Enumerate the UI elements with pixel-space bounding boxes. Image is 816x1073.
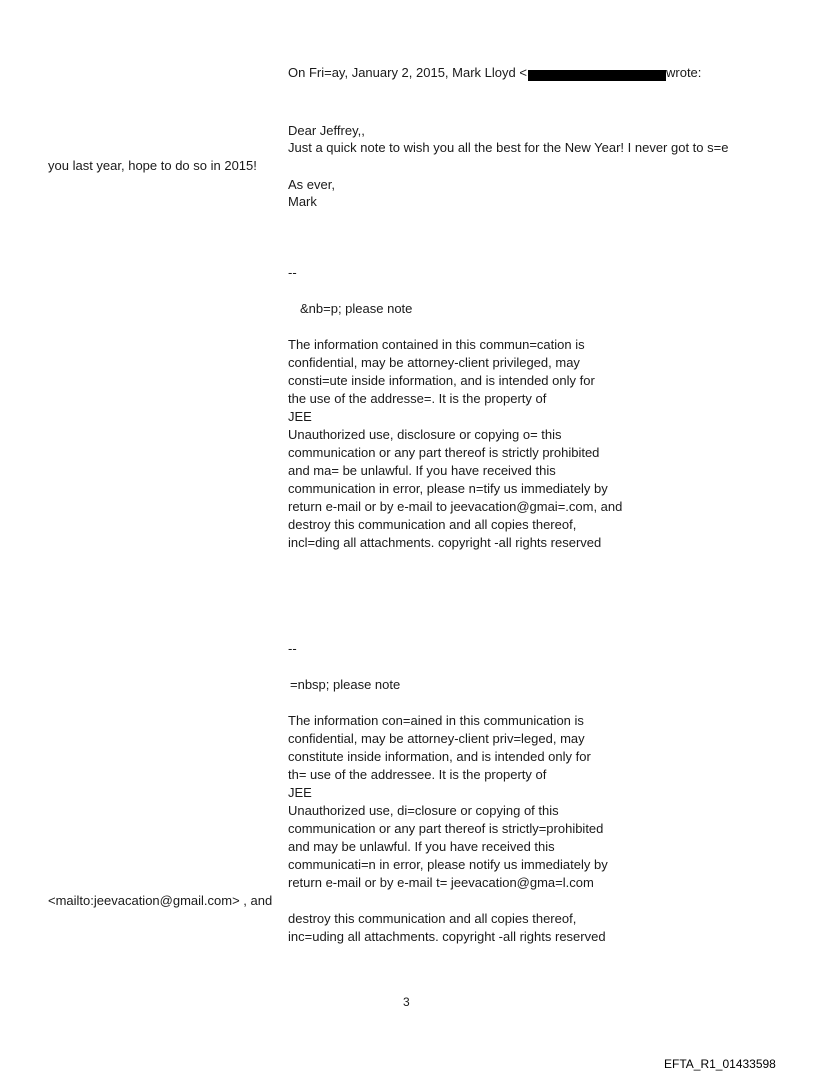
disclaimer-2-line: th= use of the addressee. It is the property of	[288, 767, 547, 782]
please-note-2: =nbsp; please note	[290, 677, 401, 692]
mailto-line: <mailto:jeevacation@gmail.com> , and	[48, 893, 273, 908]
email-header-line	[288, 64, 527, 82]
disclaimer-1-line: communication in error, please n=tify us immediately by	[288, 481, 608, 496]
email-closing-2: Mark	[288, 194, 317, 209]
page-number: 3	[403, 995, 410, 1009]
disclaimer-1-line: Unauthorized use, disclosure or copying o= this	[288, 427, 562, 442]
signature-separator-2: --	[288, 641, 297, 656]
disclaimer-1-line: the use of the addresse=. It is the property of	[288, 391, 547, 406]
disclaimer-2-line: Unauthorized use, di=closure or copying of this	[288, 803, 559, 818]
email-closing-1: As ever,	[288, 177, 335, 192]
disclaimer-1-line: JEE	[288, 409, 312, 424]
disclaimer-2-line: The information con=ained in this communication is	[288, 713, 584, 728]
disclaimer-2-line: return e-mail or by e-mail t= jeevacation@gma=l.com	[288, 875, 594, 890]
disclaimer-2-line: communication or any part thereof is strictly=prohibited	[288, 821, 604, 836]
email-header-end: wrote:	[666, 65, 702, 80]
disclaimer-2-line: constitute inside information, and is intended only for	[288, 749, 591, 764]
disclaimer-2-line: communicati=n in error, please notify us immediately by	[288, 857, 608, 872]
disclaimer-1-line: The information contained in this commun=cation is	[288, 337, 585, 352]
disclaimer-2-line: JEE	[288, 785, 312, 800]
redaction-bar	[528, 70, 666, 81]
document-id: EFTA_R1_01433598	[664, 1057, 776, 1071]
disclaimer-1-line: incl=ding all attachments. copyright -all rights reserved	[288, 535, 602, 550]
email-body-line-1: Just a quick note to wish you all the best for the New Year! I never got to s=e	[288, 140, 729, 155]
disclaimer-1-line: and ma= be unlawful. If you have received this	[288, 463, 556, 478]
email-body-line-2: you last year, hope to do so in 2015!	[48, 158, 257, 173]
disclaimer-1-line: destroy this communication and all copies thereof,	[288, 517, 577, 532]
disclaimer-1-line: confidential, may be attorney-client privileged, may	[288, 355, 580, 370]
disclaimer-1-line: return e-mail or by e-mail to jeevacation@gmai=.com, and	[288, 499, 623, 514]
email-header-text: On Fri=ay, January 2, 2015, Mark Lloyd <	[288, 65, 527, 80]
disclaimer-1-line: consti=ute inside information, and is intended only for	[288, 373, 595, 388]
disclaimer-2-tail-line: destroy this communication and all copies thereof,	[288, 911, 577, 926]
signature-separator-1: --	[288, 265, 297, 280]
email-greeting: Dear Jeffrey,,	[288, 123, 365, 138]
disclaimer-2-line: and may be unlawful. If you have received this	[288, 839, 555, 854]
disclaimer-1-line: communication or any part thereof is strictly prohibited	[288, 445, 600, 460]
please-note-1: &nb=p; please note	[300, 301, 413, 316]
disclaimer-2-line: confidential, may be attorney-client priv=leged, may	[288, 731, 585, 746]
disclaimer-2-tail-line: inc=uding all attachments. copyright -all rights reserved	[288, 929, 606, 944]
